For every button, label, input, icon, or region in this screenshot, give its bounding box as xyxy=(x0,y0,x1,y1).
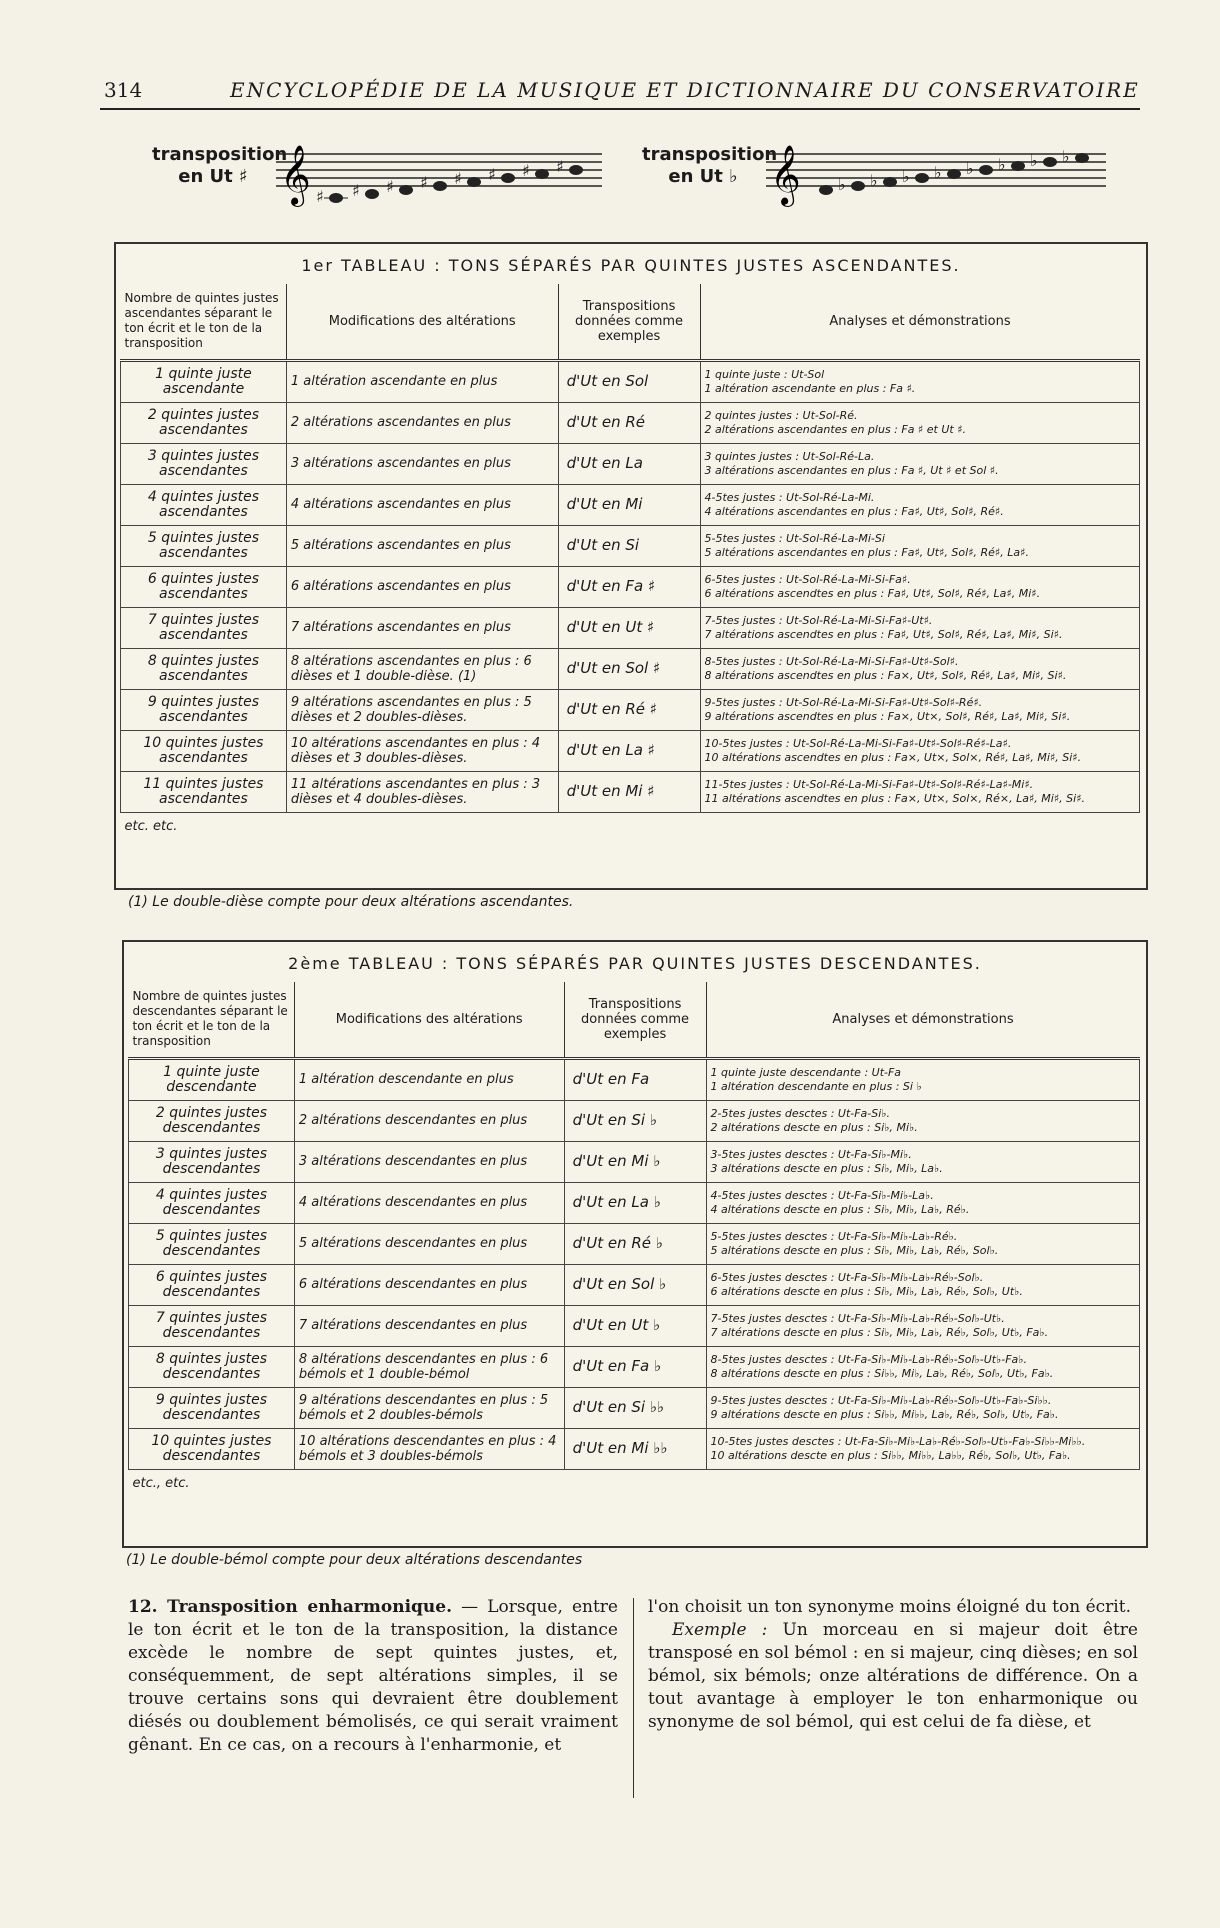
analysis-cell xyxy=(700,730,1140,771)
analysis-line: 11-5tes justes : Ut-Sol-Ré-La-Mi-Si-Fa♯-Ut♯-Sol♯-Ré♯-La♯-Mi♯. xyxy=(704,777,1034,791)
col-header-count: Nombre de quintes justes descendantes séparant le ton écrit et le ton de la transposition xyxy=(129,982,295,1058)
analysis-line: 10-5tes justes : Ut-Sol-Ré-La-Mi-Si-Fa♯-Ut♯-Sol♯-Ré♯-La♯. xyxy=(704,736,1012,750)
table-row xyxy=(129,1428,1140,1469)
table1 xyxy=(120,284,1140,850)
table2 xyxy=(128,982,1140,1507)
analysis-line: 7 altérations ascendtes en plus : Fa♯, Ut♯, Sol♯, Ré♯, La♯, Mi♯, Si♯. xyxy=(704,627,1063,641)
table-row xyxy=(121,607,1140,648)
page-number: 314 xyxy=(104,78,143,102)
analysis-line: 4-5tes justes desctes : Ut-Fa-Si♭-Mi♭-La♭. xyxy=(710,1188,934,1202)
analysis-line: 8 altérations descte en plus : Si♭♭, Mi♭, La♭, Ré♭, Sol♭, Ut♭, Fa♭. xyxy=(710,1366,1054,1380)
analysis-line: 11 altérations ascendtes en plus : Fa×, Ut×, Sol×, Ré×, La♯, Mi♯, Si♯. xyxy=(704,791,1086,805)
svg-text:♯: ♯ xyxy=(316,187,324,206)
transposition-cell: d'Ut en Mi ♭♭ xyxy=(564,1428,706,1469)
analysis-line: 9 altérations ascendtes en plus : Fa×, Ut×, Sol♯, Ré♯, La♯, Mi♯, Si♯. xyxy=(704,709,1071,723)
section-text: — Lorsque, entre le ton écrit et le ton de la transposition, la distance excède le nombre de sept quintes justes, et, conséquemment, de sept altérations simples, il se trouve certains sons qui devraient être doublement diésés ou doublement bémolisés, ce qui serait vraiment gênant. En ce cas, on a recours à l'enharmonie, et xyxy=(128,1597,618,1755)
modification-cell: 8 altérations ascendantes en plus : 6 dièses et 1 double-dièse. (1) xyxy=(286,648,558,689)
analysis-cell xyxy=(706,1387,1139,1428)
svg-text:♭: ♭ xyxy=(902,167,910,186)
analysis-line: 10 altérations ascendtes en plus : Fa×, Ut×, Sol×, Ré♯, La♯, Mi♯, Si♯. xyxy=(704,750,1082,764)
analysis-line: 3 quintes justes : Ut-Sol-Ré-La. xyxy=(704,449,875,463)
table-row xyxy=(121,730,1140,771)
analysis-cell xyxy=(706,1182,1139,1223)
count-cell: 7 quintes justes descendantes xyxy=(129,1305,295,1346)
svg-text:♯: ♯ xyxy=(488,165,496,184)
analysis-cell xyxy=(706,1264,1139,1305)
transposition-cell: d'Ut en Si ♭ xyxy=(564,1100,706,1141)
label-line: en Ut ♯ xyxy=(178,166,248,187)
modification-cell: 1 altération descendante en plus xyxy=(294,1058,564,1100)
transposition-flat-label xyxy=(642,144,778,188)
treble-clef-icon: 𝄞 xyxy=(770,145,801,205)
count-cell: 2 quintes justes ascendantes xyxy=(121,402,287,443)
modification-cell: 8 altérations descendantes en plus : 6 bémols et 1 double-bémol xyxy=(294,1346,564,1387)
transposition-cell: d'Ut en Mi ♯ xyxy=(558,771,700,812)
analysis-line: 6-5tes justes desctes : Ut-Fa-Si♭-Mi♭-La♭-Ré♭-Sol♭. xyxy=(710,1270,984,1284)
etc-row xyxy=(121,812,1140,850)
table-row xyxy=(121,525,1140,566)
count-cell: 4 quintes justes ascendantes xyxy=(121,484,287,525)
transposition-sharp-staff xyxy=(152,138,602,210)
table-row xyxy=(129,1058,1140,1100)
table-row xyxy=(129,1182,1140,1223)
col-header-count: Nombre de quintes justes ascendantes séparant le ton écrit et le ton de la transposition xyxy=(121,284,287,360)
analysis-cell xyxy=(700,402,1140,443)
transposition-cell: d'Ut en Fa xyxy=(564,1058,706,1100)
analysis-cell xyxy=(706,1100,1139,1141)
table1-frame xyxy=(114,242,1148,890)
analysis-line: 7 altérations descte en plus : Si♭, Mi♭, La♭, Ré♭, Sol♭, Ut♭, Fa♭. xyxy=(710,1325,1049,1339)
analysis-cell xyxy=(706,1428,1139,1469)
count-cell: 6 quintes justes ascendantes xyxy=(121,566,287,607)
analysis-line: 10 altérations descte en plus : Si♭♭, Mi♭♭, La♭♭, Ré♭, Sol♭, Ut♭, Fa♭. xyxy=(710,1448,1071,1462)
table2-footnote: (1) Le double-bémol compte pour deux altérations descendantes xyxy=(126,1552,583,1568)
modification-cell: 10 altérations descendantes en plus : 4 bémols et 3 doubles-bémols xyxy=(294,1428,564,1469)
modification-cell: 2 altérations descendantes en plus xyxy=(294,1100,564,1141)
analysis-cell xyxy=(706,1305,1139,1346)
page-header xyxy=(100,72,1140,110)
svg-text:♭: ♭ xyxy=(1030,151,1038,170)
svg-text:♯: ♯ xyxy=(352,181,360,200)
analysis-line: 9-5tes justes desctes : Ut-Fa-Si♭-Mi♭-La♭-Ré♭-Sol♭-Ut♭-Fa♭-Si♭♭. xyxy=(710,1393,1052,1407)
table1-title: 1er TABLEAU : TONS SÉPARÉS PAR QUINTES JUSTES ASCENDANTES. xyxy=(301,256,961,275)
modification-cell: 6 altérations descendantes en plus xyxy=(294,1264,564,1305)
count-cell: 5 quintes justes descendantes xyxy=(129,1223,295,1264)
transposition-cell: d'Ut en Ut ♭ xyxy=(564,1305,706,1346)
count-cell: 3 quintes justes descendantes xyxy=(129,1141,295,1182)
svg-text:♯: ♯ xyxy=(454,169,462,188)
analysis-line: 6-5tes justes : Ut-Sol-Ré-La-Mi-Si-Fa♯. xyxy=(704,572,911,586)
transposition-cell: d'Ut en Fa ♯ xyxy=(558,566,700,607)
col-header-transpositions: Transpositions données comme exemples xyxy=(564,982,706,1058)
table-row xyxy=(121,771,1140,812)
analysis-line: 5 altérations descte en plus : Si♭, Mi♭, La♭, Ré♭, Sol♭. xyxy=(710,1243,999,1257)
analysis-line: 4 altérations descte en plus : Si♭, Mi♭, La♭, Ré♭. xyxy=(710,1202,970,1216)
running-title: ENCYCLOPÉDIE DE LA MUSIQUE ET DICTIONNAIRE DU CONSERVATOIRE xyxy=(230,78,1140,102)
count-cell: 3 quintes justes ascendantes xyxy=(121,443,287,484)
svg-text:♭: ♭ xyxy=(998,155,1006,174)
analysis-line: 1 quinte juste : Ut-Sol xyxy=(704,367,825,381)
analysis-cell xyxy=(700,648,1140,689)
table-row xyxy=(121,360,1140,402)
analysis-cell xyxy=(706,1141,1139,1182)
count-cell: 8 quintes justes descendantes xyxy=(129,1346,295,1387)
analysis-line: 4 altérations ascendantes en plus : Fa♯, Ut♯, Sol♯, Ré♯. xyxy=(704,504,1004,518)
table-row xyxy=(121,566,1140,607)
table-row xyxy=(129,1223,1140,1264)
label-line: transposition xyxy=(152,144,288,165)
table2-title: 2ème TABLEAU : TONS SÉPARÉS PAR QUINTES JUSTES DESCENDANTES. xyxy=(288,954,982,973)
count-cell: 4 quintes justes descendantes xyxy=(129,1182,295,1223)
table1-header-row xyxy=(121,284,1140,360)
table-row xyxy=(121,648,1140,689)
treble-clef-icon: 𝄞 xyxy=(280,145,311,205)
transposition-cell: d'Ut en Si xyxy=(558,525,700,566)
count-cell: 7 quintes justes ascendantes xyxy=(121,607,287,648)
analysis-line: 8-5tes justes : Ut-Sol-Ré-La-Mi-Si-Fa♯-Ut♯-Sol♯. xyxy=(704,654,959,668)
modification-cell: 6 altérations ascendantes en plus xyxy=(286,566,558,607)
analysis-line: 7-5tes justes : Ut-Sol-Ré-La-Mi-Si-Fa♯-Ut♯. xyxy=(704,613,933,627)
analysis-line: 5 altérations ascendantes en plus : Fa♯, Ut♯, Sol♯, Ré♯, La♯. xyxy=(704,545,1029,559)
svg-text:♭: ♭ xyxy=(870,171,878,190)
etc-cell: etc. etc. xyxy=(124,818,178,834)
transposition-cell: d'Ut en La xyxy=(558,443,700,484)
analysis-line: 2 altérations ascendantes en plus : Fa ♯ et Ut ♯. xyxy=(704,422,967,436)
transposition-cell: d'Ut en Si ♭♭ xyxy=(564,1387,706,1428)
table-row xyxy=(129,1305,1140,1346)
transposition-cell: d'Ut en La ♭ xyxy=(564,1182,706,1223)
count-cell: 9 quintes justes ascendantes xyxy=(121,689,287,730)
modification-cell: 9 altérations descendantes en plus : 5 bémols et 2 doubles-bémols xyxy=(294,1387,564,1428)
paragraph: l'on choisit un ton synonyme moins éloigné du ton écrit. xyxy=(648,1597,1131,1617)
svg-text:♯: ♯ xyxy=(522,161,530,180)
staff-notes-sharp xyxy=(276,138,602,210)
transposition-cell: d'Ut en Sol ♯ xyxy=(558,648,700,689)
modification-cell: 11 altérations ascendantes en plus : 3 dièses et 4 doubles-dièses. xyxy=(286,771,558,812)
modification-cell: 3 altérations descendantes en plus xyxy=(294,1141,564,1182)
analysis-cell xyxy=(700,525,1140,566)
count-cell: 5 quintes justes ascendantes xyxy=(121,525,287,566)
count-cell: 10 quintes justes ascendantes xyxy=(121,730,287,771)
modification-cell: 7 altérations ascendantes en plus xyxy=(286,607,558,648)
svg-text:♭: ♭ xyxy=(966,159,974,178)
analysis-line: 8-5tes justes desctes : Ut-Fa-Si♭-Mi♭-La♭-Ré♭-Sol♭-Ut♭-Fa♭. xyxy=(710,1352,1027,1366)
analysis-line: 9 altérations descte en plus : Si♭♭, Mi♭♭, La♭, Ré♭, Sol♭, Ut♭, Fa♭. xyxy=(710,1407,1059,1421)
analysis-line: 8 altérations ascendtes en plus : Fa×, Ut♯, Sol♯, Ré♯, La♯, Mi♯, Si♯. xyxy=(704,668,1067,682)
analysis-line: 2-5tes justes desctes : Ut-Fa-Si♭. xyxy=(710,1106,890,1120)
label-line: transposition xyxy=(642,144,778,165)
transposition-cell: d'Ut en Ré xyxy=(558,402,700,443)
table-row xyxy=(121,484,1140,525)
table2-header-row xyxy=(129,982,1140,1058)
analysis-cell xyxy=(700,771,1140,812)
analysis-line: 1 quinte juste descendante : Ut-Fa xyxy=(710,1065,902,1079)
modification-cell: 4 altérations descendantes en plus xyxy=(294,1182,564,1223)
table-row xyxy=(129,1264,1140,1305)
modification-cell: 9 altérations ascendantes en plus : 5 dièses et 2 doubles-dièses. xyxy=(286,689,558,730)
modification-cell: 2 altérations ascendantes en plus xyxy=(286,402,558,443)
analysis-line: 2 quintes justes : Ut-Sol-Ré. xyxy=(704,408,858,422)
transposition-sharp-label xyxy=(152,144,288,188)
transposition-cell: d'Ut en Ut ♯ xyxy=(558,607,700,648)
analysis-cell xyxy=(700,566,1140,607)
analysis-line: 4-5tes justes : Ut-Sol-Ré-La-Mi. xyxy=(704,490,875,504)
analysis-line: 5-5tes justes desctes : Ut-Fa-Si♭-Mi♭-La♭-Ré♭. xyxy=(710,1229,958,1243)
etc-row xyxy=(129,1469,1140,1507)
analysis-line: 3 altérations ascendantes en plus : Fa ♯, Ut ♯ et Sol ♯. xyxy=(704,463,999,477)
table-row xyxy=(129,1387,1140,1428)
count-cell: 1 quinte juste descendante xyxy=(129,1058,295,1100)
svg-text:♭: ♭ xyxy=(934,163,942,182)
column-divider xyxy=(633,1598,634,1798)
analysis-cell xyxy=(706,1058,1139,1100)
svg-text:♯: ♯ xyxy=(386,177,394,196)
table-row xyxy=(121,689,1140,730)
modification-cell: 3 altérations ascendantes en plus xyxy=(286,443,558,484)
analysis-line: 7-5tes justes desctes : Ut-Fa-Si♭-Mi♭-La♭-Ré♭-Sol♭-Ut♭. xyxy=(710,1311,1005,1325)
table1-footnote: (1) Le double-dièse compte pour deux altérations ascendantes. xyxy=(128,894,574,910)
analysis-cell xyxy=(700,484,1140,525)
analysis-cell xyxy=(700,360,1140,402)
table1-body xyxy=(121,360,1140,850)
analysis-cell xyxy=(700,689,1140,730)
label-line: en Ut ♭ xyxy=(668,166,738,187)
col-header-analyses: Analyses et démonstrations xyxy=(700,284,1140,360)
analysis-line: 9-5tes justes : Ut-Sol-Ré-La-Mi-Si-Fa♯-Ut♯-Sol♯-Ré♯. xyxy=(704,695,983,709)
analysis-cell xyxy=(700,443,1140,484)
analysis-line: 6 altérations ascendtes en plus : Fa♯, Ut♯, Sol♯, Ré♯, La♯, Mi♯. xyxy=(704,586,1041,600)
modification-cell: 5 altérations ascendantes en plus xyxy=(286,525,558,566)
analysis-line: 1 altération ascendante en plus : Fa ♯. xyxy=(704,381,916,395)
analysis-line: 10-5tes justes desctes : Ut-Fa-Si♭-Mi♭-La♭-Ré♭-Sol♭-Ut♭-Fa♭-Si♭♭-Mi♭♭. xyxy=(710,1434,1086,1448)
analysis-line: 6 altérations descte en plus : Si♭, Mi♭, La♭, Ré♭, Sol♭, Ut♭. xyxy=(710,1284,1023,1298)
modification-cell: 4 altérations ascendantes en plus xyxy=(286,484,558,525)
body-right-column xyxy=(648,1596,1138,1734)
table-row xyxy=(129,1141,1140,1182)
transposition-cell: d'Ut en Mi ♭ xyxy=(564,1141,706,1182)
transposition-flat-staff xyxy=(642,138,1112,210)
transposition-cell: d'Ut en Ré ♭ xyxy=(564,1223,706,1264)
modification-cell: 10 altérations ascendantes en plus : 4 dièses et 3 doubles-dièses. xyxy=(286,730,558,771)
table-row xyxy=(129,1346,1140,1387)
transposition-cell: d'Ut en Ré ♯ xyxy=(558,689,700,730)
svg-text:♭: ♭ xyxy=(838,175,846,194)
col-header-modifications: Modifications des altérations xyxy=(286,284,558,360)
example-text: Un morceau en si majeur doit être transposé en sol bémol : en si majeur, cinq dièses; en sol bémol, six bémols; onze altérations de différence. On a tout avantage à employer le ton enharmonique ou synonyme de sol bémol, qui est celui de fa dièse, et xyxy=(648,1620,1138,1732)
example-label: Exemple : xyxy=(672,1620,783,1640)
analysis-line: 2 altérations descte en plus : Si♭, Mi♭. xyxy=(710,1120,918,1134)
table-row xyxy=(129,1100,1140,1141)
svg-text:♯: ♯ xyxy=(556,157,564,176)
section-heading: 12. Transposition enharmonique. xyxy=(128,1597,453,1617)
modification-cell: 1 altération ascendante en plus xyxy=(286,360,558,402)
transposition-cell: d'Ut en La ♯ xyxy=(558,730,700,771)
transposition-cell: d'Ut en Fa ♭ xyxy=(564,1346,706,1387)
col-header-modifications: Modifications des altérations xyxy=(294,982,564,1058)
count-cell: 1 quinte juste ascendante xyxy=(121,360,287,402)
analysis-line: 1 altération descendante en plus : Si ♭ xyxy=(710,1079,922,1093)
col-header-analyses: Analyses et démonstrations xyxy=(706,982,1139,1058)
body-left-column xyxy=(128,1596,618,1757)
transposition-cell: d'Ut en Mi xyxy=(558,484,700,525)
count-cell: 2 quintes justes descendantes xyxy=(129,1100,295,1141)
col-header-transpositions: Transpositions données comme exemples xyxy=(558,284,700,360)
count-cell: 9 quintes justes descendantes xyxy=(129,1387,295,1428)
analysis-line: 3 altérations descte en plus : Si♭, Mi♭, La♭. xyxy=(710,1161,943,1175)
table2-frame xyxy=(122,940,1148,1548)
svg-text:♯: ♯ xyxy=(420,173,428,192)
table-row xyxy=(121,443,1140,484)
analysis-cell xyxy=(706,1346,1139,1387)
count-cell: 6 quintes justes descendantes xyxy=(129,1264,295,1305)
transposition-cell: d'Ut en Sol xyxy=(558,360,700,402)
count-cell: 10 quintes justes descendantes xyxy=(129,1428,295,1469)
svg-text:♭: ♭ xyxy=(1062,147,1070,166)
table-row xyxy=(121,402,1140,443)
analysis-cell xyxy=(700,607,1140,648)
count-cell: 11 quintes justes ascendantes xyxy=(121,771,287,812)
table2-body xyxy=(129,1058,1140,1507)
modification-cell: 7 altérations descendantes en plus xyxy=(294,1305,564,1346)
etc-cell: etc., etc. xyxy=(132,1475,190,1491)
count-cell: 8 quintes justes ascendantes xyxy=(121,648,287,689)
modification-cell: 5 altérations descendantes en plus xyxy=(294,1223,564,1264)
analysis-line: 3-5tes justes desctes : Ut-Fa-Si♭-Mi♭. xyxy=(710,1147,912,1161)
transposition-cell: d'Ut en Sol ♭ xyxy=(564,1264,706,1305)
analysis-line: 5-5tes justes : Ut-Sol-Ré-La-Mi-Si xyxy=(704,531,885,545)
analysis-cell xyxy=(706,1223,1139,1264)
paragraph xyxy=(648,1619,1138,1734)
staff-notes-flat xyxy=(766,138,1106,210)
